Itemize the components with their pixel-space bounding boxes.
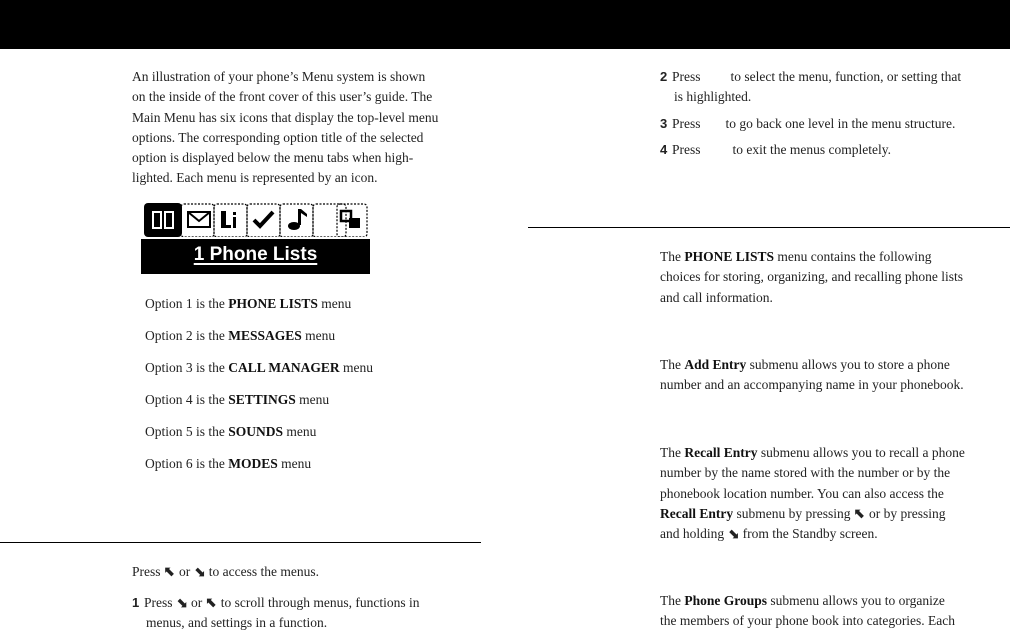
intro-line: lighted. Each menu is represented by an icon.: [132, 170, 378, 186]
menu-title-bar: [141, 239, 370, 274]
phone-screen-illustration: [141, 201, 370, 274]
phone-book-icon: [144, 203, 182, 237]
option-item: Option 4 is the SETTINGS menu: [145, 392, 330, 407]
intro-line: options. The corresponding option title of the selected: [132, 129, 424, 145]
up-left-key-icon: ⬉: [163, 564, 176, 580]
step-1: 1 Press ⬊ or ⬉ to scroll through menus, functions in menus, and settings in a function.: [132, 595, 420, 631]
recall-entry-paragraph: The Recall Entry submenu allows you to recall a phone number by the name stored with the number or by the phonebook location number. You can also access the Recall Entry submenu by pressing ⬉ or by pressing and holding ⬊ from the Standby screen.: [660, 445, 965, 543]
up-left-key-icon: ⬉: [205, 595, 218, 611]
section-rule-right: [528, 227, 1010, 228]
step-4: 4 Press to exit the menus completely.: [660, 142, 891, 157]
option-item: Option 2 is the MESSAGES menu: [145, 328, 336, 343]
option-list: [145, 294, 373, 486]
intro-line: An illustration of your phone’s Menu system is shown: [132, 69, 426, 84]
intro-paragraph: [132, 67, 482, 189]
down-right-key-icon: ⬊: [193, 564, 206, 580]
modes-icon: [341, 211, 360, 228]
menu-tabs: [141, 201, 370, 237]
option-item: Option 5 is the SOUNDS menu: [145, 424, 317, 439]
down-right-key-icon: ⬊: [727, 526, 740, 543]
intro-line: option is displayed below the menu tabs when high-: [132, 150, 414, 166]
access-instruction: Press ⬉ or ⬊ to access the menus.: [132, 564, 319, 580]
checkmark-icon: [254, 212, 273, 226]
intro-line: Main Menu has six icons that display the top-level menu: [132, 109, 439, 125]
option-item: Option 1 is the PHONE LISTS menu: [145, 296, 352, 311]
envelope-icon: [188, 212, 210, 227]
phone-groups-paragraph: The Phone Groups submenu allows you to organize the members of your phone book into categories. Each: [660, 593, 956, 629]
step-3: 3 Press to go back one level in the menu structure.: [660, 116, 956, 131]
music-note-icon: [288, 209, 307, 230]
info-icon: [221, 211, 236, 228]
up-left-key-icon: ⬉: [853, 505, 866, 522]
down-right-key-icon: ⬊: [175, 595, 188, 611]
step-2: 2 Press to select the menu, function, or setting that is highlighted.: [660, 69, 962, 105]
phone-lists-paragraph: The PHONE LISTS menu contains the following choices for storing, organizing, and recalling phone lists and call information.: [660, 249, 964, 305]
option-item: Option 3 is the CALL MANAGER menu: [145, 360, 374, 375]
option-item: Option 6 is the MODES menu: [145, 456, 312, 471]
menu-title: 1 Phone Lists: [193, 244, 318, 265]
header-bar: [0, 0, 1010, 49]
add-entry-paragraph: The Add Entry submenu allows you to store a phone number and an accompanying name in your phonebook.: [660, 357, 964, 393]
section-rule-left: [0, 542, 481, 543]
intro-line: on the inside of the front cover of this user’s guide. The: [132, 89, 433, 105]
